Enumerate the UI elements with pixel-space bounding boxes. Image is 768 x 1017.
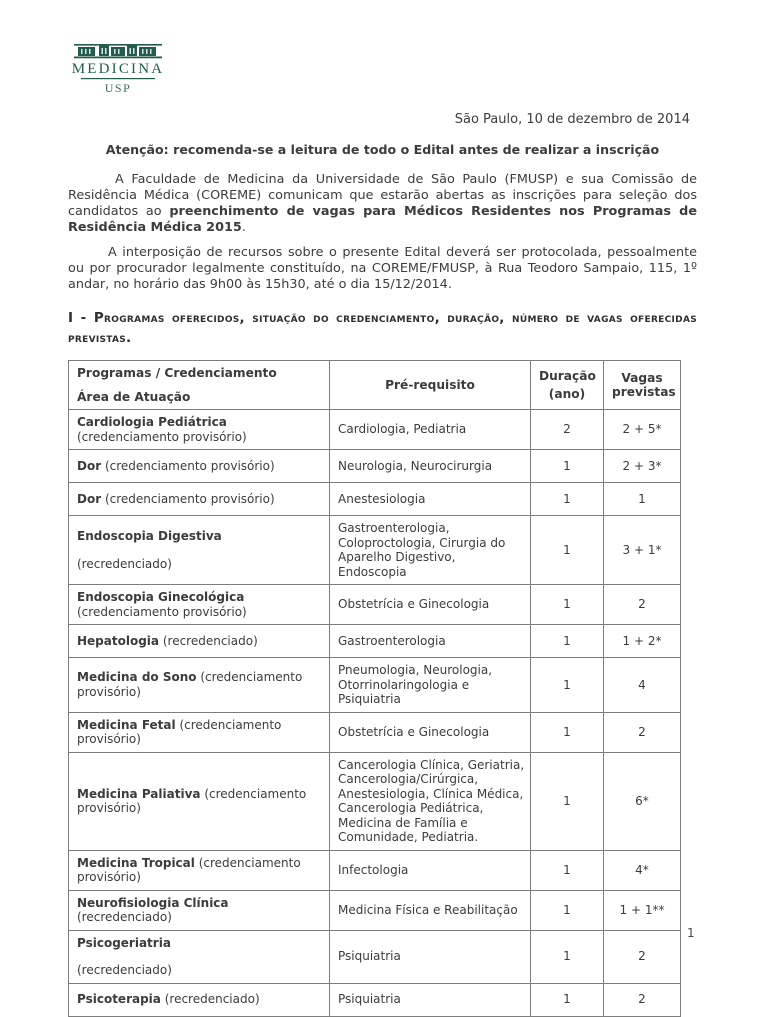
duration-cell: 1 [531,983,604,1016]
program-cell [69,410,330,450]
header-duracao-line2: (ano) [548,386,586,401]
prerequisite-cell: Cardiologia, Pediatria [330,410,531,450]
prerequisite-cell: Psiquiatria [330,983,531,1016]
table-row [69,752,681,850]
program-credential-note: (credenciamento provisório) [77,855,301,884]
program-credential-note: (credenciamento provisório) [77,604,247,619]
table-row [69,983,681,1016]
programs-table [68,360,681,1017]
table-row [69,625,681,658]
program-cell [69,516,330,585]
prerequisite-cell: Pneumologia, Neurologia, Otorrinolaringologia e Psiquiatria [330,658,531,713]
header-programas [69,361,330,410]
duration-cell: 1 [531,450,604,483]
program-name: Medicina do Sono [77,670,197,685]
program-name: Medicina Tropical [77,855,195,870]
program-cell [69,850,330,890]
vagas-cell: 4 [604,658,681,713]
building-facade-icon [68,42,168,100]
table-row [69,410,681,450]
program-name: Endoscopia Ginecológica [77,590,245,604]
vagas-cell: 1 [604,483,681,516]
header-prerequisito: Pré-requisito [330,361,531,410]
table-row [69,450,681,483]
logo-usp-label: USP [104,81,132,95]
program-credential-note: (credenciamento provisório) [77,717,282,746]
prerequisite-cell: Infectologia [330,850,531,890]
intro-paragraph-bold: preenchimento de vagas para Médicos Residentes nos Programas de Residência Médica 2015 [68,204,698,235]
program-name: Psicoterapia [77,992,161,1007]
program-credential-note: (credenciamento provisório) [77,786,307,815]
intro-paragraph-end: . [241,220,246,235]
date-line: São Paulo, 10 de dezembro de 2014 [454,112,690,127]
table-row [69,516,681,585]
table-row [69,850,681,890]
program-credential-note: (credenciamento provisório) [77,429,247,444]
duration-cell: 1 [531,585,604,625]
programs-table-header [69,361,681,410]
program-cell [69,585,330,625]
program-credential-note: (credenciamento provisório) [104,458,275,473]
program-cell [69,658,330,713]
header-vagas-line2: previstas [612,385,676,399]
program-name: Hepatologia [77,633,160,648]
vagas-cell: 2 [604,585,681,625]
vagas-cell: 2 [604,983,681,1016]
duration-cell: 1 [531,930,604,983]
page-content [68,0,697,1017]
table-row [69,890,681,930]
program-name: Psicogeriatria [77,935,171,950]
duration-cell: 1 [531,483,604,516]
program-cell [69,983,330,1016]
header-row [69,361,681,410]
header-programas-line1: Programas / Credenciamento [77,366,277,380]
program-credential-note: (credenciamento provisório) [77,670,303,699]
program-credential-note: (credenciamento provisório) [104,491,275,506]
intro-paragraph-text: A Faculdade de Medicina da Universidade de São Paulo (FMUSP) e sua Comissão de Residência Médica (COREME) comunicam que estarão abertas as inscrições para seleção dos candidatos ao [68,172,697,219]
prerequisite-cell: Anestesiologia [330,483,531,516]
program-credential-note: (recredenciado) [164,992,260,1007]
program-cell [69,450,330,483]
duration-cell: 1 [531,658,604,713]
vagas-cell: 1 + 2* [604,625,681,658]
program-credential-note: (recredenciado) [77,963,172,977]
program-name: Dor [77,458,102,473]
recursos-paragraph: A interposição de recursos sobre o presente Edital deverá ser protocolada, pessoalmente ou por procurador legalmente constituído, na COREME/FMUSP, à Rua Teodoro Sampaio, 115, 1º andar, no horário das 9h00 às 15h30, até o dia 15/12/2014. [68,245,697,292]
duration-cell: 1 [531,752,604,850]
prerequisite-cell: Gastroenterologia [330,625,531,658]
table-row [69,712,681,752]
header-duracao [531,361,604,410]
program-name: Endoscopia Digestiva [77,529,222,543]
prerequisite-cell: Cancerologia Clínica, Geriatria, Cancerologia/Cirúrgica, Anestesiologia, Clínica Médica, Cancerologia Pediátrica, Medicina de Família e Comunidade, Pediatria. [330,752,531,850]
page-number: 1 [687,926,695,940]
program-credential-note: (recredenciado) [77,556,172,571]
intro-paragraph [68,172,697,236]
programs-table-body [69,410,681,1017]
prerequisite-cell: Medicina Física e Reabilitação [330,890,531,930]
duration-cell: 1 [531,850,604,890]
prerequisite-cell: Obstetrícia e Ginecologia [330,712,531,752]
program-name: Dor [77,491,102,506]
vagas-cell: 2 + 5* [604,410,681,450]
medicina-usp-logo [68,42,168,100]
duration-cell: 2 [531,410,604,450]
program-cell [69,752,330,850]
logo-wordmark: MEDICINA [71,61,165,77]
table-row [69,483,681,516]
header-duracao-line1: Duração [539,369,596,383]
table-row [69,930,681,983]
duration-cell: 1 [531,890,604,930]
header-programas-line2: Área de Atuação [77,389,191,404]
table-row [69,658,681,713]
program-cell [69,712,330,752]
prerequisite-cell: Obstetrícia e Ginecologia [330,585,531,625]
duration-cell: 1 [531,712,604,752]
vagas-cell: 1 + 1** [604,890,681,930]
attention-notice: Atenção: recomenda-se a leitura de todo o Edital antes de realizar a inscrição [105,142,660,157]
vagas-cell: 2 + 3* [604,450,681,483]
program-name: Neurofisiologia Clínica [77,895,229,910]
program-credential-note: (recredenciado) [77,910,172,924]
program-cell [69,930,330,983]
prerequisite-cell: Psiquiatria [330,930,531,983]
prerequisite-cell: Gastroenterologia, Coloproctologia, Cirurgia do Aparelho Digestivo, Endoscopia [330,516,531,585]
vagas-cell: 2 [604,712,681,752]
vagas-cell: 6* [604,752,681,850]
program-name: Cardiologia Pediátrica [77,415,227,429]
program-name: Medicina Paliativa [77,786,201,801]
header-vagas [604,361,681,410]
section-heading: I - Programas oferecidos, situação do credenciamento, duração, número de vagas oferecidas previstas. [68,310,697,346]
program-name: Medicina Fetal [77,717,176,732]
vagas-cell: 2 [604,930,681,983]
duration-cell: 1 [531,516,604,585]
program-cell [69,483,330,516]
vagas-cell: 3 + 1* [604,516,681,585]
program-credential-note: (recredenciado) [162,633,258,648]
program-cell [69,625,330,658]
table-row [69,585,681,625]
prerequisite-cell: Neurologia, Neurocirurgia [330,450,531,483]
header-vagas-line1: Vagas [621,370,663,385]
program-cell [69,890,330,930]
duration-cell: 1 [531,625,604,658]
vagas-cell: 4* [604,850,681,890]
